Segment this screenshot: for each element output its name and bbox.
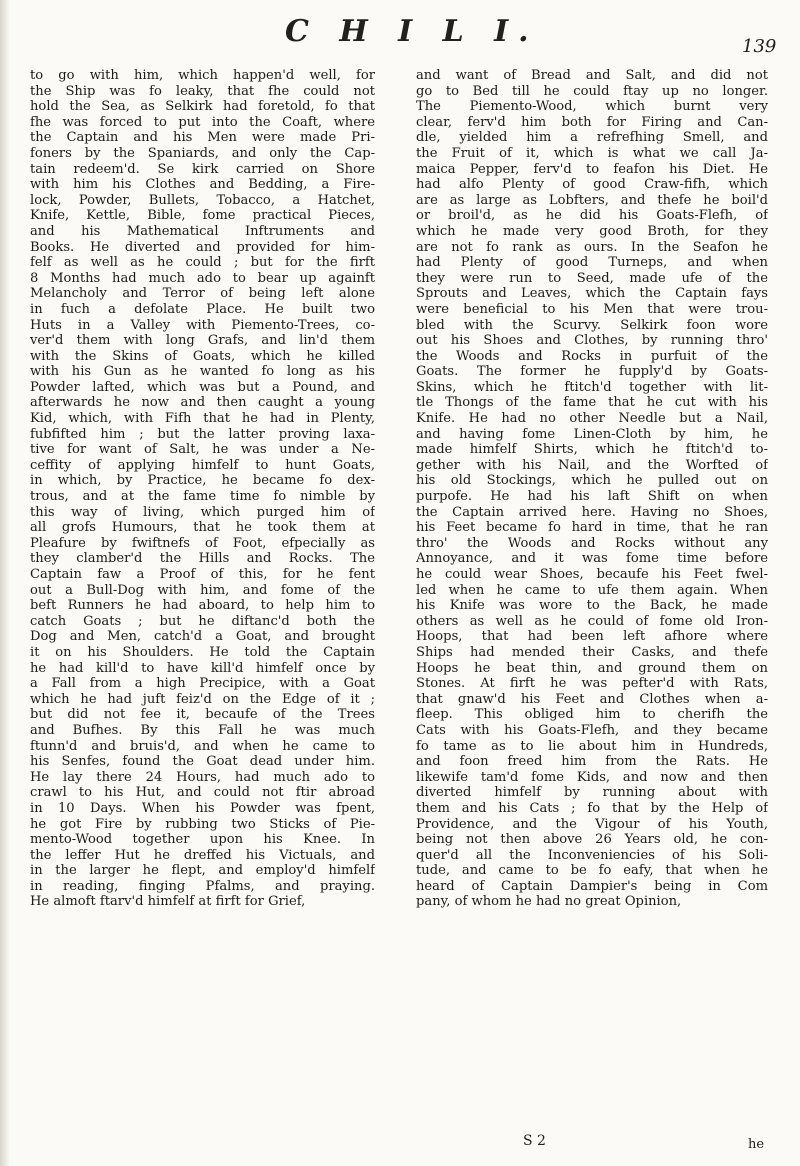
page-header — [0, 14, 800, 64]
text-line: that gnaw'd his Feet and Clothes when a- — [416, 691, 768, 707]
text-line: with him his Clothes and Bedding, a Fire- — [30, 177, 375, 193]
text-line: the leffer Hut he dreffed his Victuals, and — [30, 847, 375, 863]
text-line: which he had juft feiz'd on the Edge of it ; — [30, 691, 375, 707]
text-line: but did not fee it, becaufe of the Trees — [30, 707, 375, 723]
text-line: tude, and came to be fo eafy, that when he — [416, 863, 768, 879]
text-line: others as well as he could of fome old Iron- — [416, 613, 768, 629]
left-text-column — [30, 68, 375, 910]
text-line: the Captain arrived here. Having no Shoes, — [416, 504, 768, 520]
text-line: thro' the Woods and Rocks without any — [416, 535, 768, 551]
text-line: which he made very good Broth, for they — [416, 223, 768, 239]
text-line: Knife, Kettle, Bible, fome practical Pieces, — [30, 208, 375, 224]
text-line: hold the Sea, as Selkirk had foretold, fo that — [30, 99, 375, 115]
text-line: Knife. He had no other Needle but a Nail, — [416, 411, 768, 427]
text-line: led when he came to ufe them again. When — [416, 582, 768, 598]
text-line: tain redeem'd. Se kirk carried on Shore — [30, 161, 375, 177]
text-line: the Fruit of it, which is what we call Ja- — [416, 145, 768, 161]
text-line: had Plenty of good Turneps, and when — [416, 255, 768, 271]
text-line: afterwards he now and then caught a young — [30, 395, 375, 411]
text-line: pany, of whom he had no great Opinion, — [416, 894, 682, 910]
text-line: Pleafure by fwiftnefs of Foot, efpecially as — [30, 535, 375, 551]
text-line: maica Pepper, ferv'd to feafon his Diet. He — [416, 161, 768, 177]
text-line: crawl to his Hut, and could not ftir abroad — [30, 785, 375, 801]
text-line: in reading, finging Pfalms, and praying. — [30, 878, 375, 894]
text-line: the Captain and his Men were made Pri- — [30, 130, 375, 146]
text-line: Melancholy and Terror of being left alone — [30, 286, 375, 302]
text-line: fo tame as to lie about him in Hundreds, — [416, 738, 768, 754]
text-line: Ships had mended their Casks, and thefe — [416, 644, 768, 660]
text-line: this way of living, which purged him of — [30, 504, 375, 520]
text-line: likewife tam'd fome Kids, and now and then — [416, 769, 768, 785]
text-line: out his Shoes and Clothes, by running thro' — [416, 333, 768, 349]
text-line: Sprouts and Leaves, which the Captain fays — [416, 286, 768, 302]
text-line: bled with the Scurvy. Selkirk foon wore — [416, 317, 768, 333]
text-line: Annoyance, and it was fome time before — [416, 551, 768, 567]
text-line: quer'd all the Inconveniencies of his Soli- — [416, 847, 768, 863]
text-line: in the larger he flept, and employ'd himfelf — [30, 863, 375, 879]
text-line: fleep. This obliged him to cherifh the — [416, 707, 768, 723]
text-line: Hoops, that had been left afhore where — [416, 629, 768, 645]
text-line: they clamber'd the Hills and Rocks. The — [30, 551, 375, 567]
text-line: go to Bed till he could ftay up no longer. — [416, 83, 768, 99]
text-line: he had kill'd to have kill'd himfelf once by — [30, 660, 375, 676]
page-number: 139 — [742, 36, 777, 57]
catchword: he — [748, 1137, 765, 1152]
text-line: clear, ferv'd him both for Firing and Can- — [416, 114, 768, 130]
text-line: catch Goats ; but he diftanc'd both the — [30, 613, 375, 629]
text-line: and foon freed him from the Rats. He — [416, 754, 768, 770]
text-line: with the Skins of Goats, which he killed — [30, 348, 375, 364]
text-line: his old Stockings, which he pulled out on — [416, 473, 768, 489]
text-line: in fuch a defolate Place. He built two — [30, 301, 375, 317]
text-line: foners by the Spaniards, and only the Cap- — [30, 145, 375, 161]
text-line: they were run to Seed, made ufe of the — [416, 270, 768, 286]
text-line: Powder lafted, which was but a Pound, and — [30, 379, 375, 395]
binding-shadow — [0, 0, 10, 1166]
text-line: Huts in a Valley with Piemento-Trees, co- — [30, 317, 375, 333]
text-line: The Piemento-Wood, which burnt very — [416, 99, 768, 115]
text-line: are not fo rank as ours. In the Seafon he — [416, 239, 768, 255]
text-line: fubfifted him ; but the latter proving laxa- — [30, 426, 375, 442]
right-text-column — [416, 68, 768, 910]
text-line: his Feet became fo hard in time, that he ran — [416, 520, 768, 536]
text-line: tle Thongs of the fame that he cut with his — [416, 395, 768, 411]
text-line: 8 Months had much ado to bear up againft — [30, 270, 375, 286]
text-line: and his Mathematical Inftruments and — [30, 223, 375, 239]
text-line: made himfelf Shirts, which he ftitch'd to- — [416, 442, 768, 458]
text-line: out a Bull-Dog with him, and fome of the — [30, 582, 375, 598]
text-line: are as large as Lobfters, and thefe he boil'd — [416, 192, 768, 208]
text-line: all grofs Humours, that he took them at — [30, 520, 375, 536]
text-line: the Woods and Rocks in purfuit of the — [416, 348, 768, 364]
text-line: and want of Bread and Salt, and did not — [416, 68, 768, 83]
text-line: in which, by Practice, he became fo dex- — [30, 473, 375, 489]
text-line: gether with his Nail, and the Worfted of — [416, 457, 768, 473]
text-line: Skins, which he ftitch'd together with lit- — [416, 379, 768, 395]
text-line: mento-Wood together upon his Knee. In — [30, 832, 375, 848]
text-line: in 10 Days. When his Powder was fpent, — [30, 800, 375, 816]
text-line: felf as well as he could ; but for the firft — [30, 255, 375, 271]
text-line: Goats. The former he fupply'd by Goats- — [416, 364, 768, 380]
text-line: He lay there 24 Hours, had much ado to — [30, 769, 375, 785]
text-line: trous, and at the fame time fo nimble by — [30, 489, 375, 505]
signature-mark: S 2 — [523, 1133, 546, 1149]
text-line: dle, yielded him a refrefhing Smell, and — [416, 130, 768, 146]
text-line: to go with him, which happen'd well, for — [30, 68, 375, 83]
text-line: tive for want of Salt, he was under a Ne- — [30, 442, 375, 458]
running-head: C H I L I. — [285, 14, 539, 49]
text-line: ver'd them with long Grafs, and lin'd them — [30, 333, 375, 349]
text-line: his Knife was wore to the Back, he made — [416, 598, 768, 614]
text-line: his Senfes, found the Goat dead under him. — [30, 754, 375, 770]
text-line: Kid, which, with Fifh that he had in Plenty, — [30, 411, 375, 427]
text-line: purpofe. He had his laft Shift on when — [416, 489, 768, 505]
text-line: Dog and Men, catch'd a Goat, and brought — [30, 629, 375, 645]
text-line: or broil'd, as he did his Goats-Flefh, of — [416, 208, 768, 224]
text-line: lock, Powder, Bullets, Tobacco, a Hatchet, — [30, 192, 375, 208]
text-line: and Bufhes. By this Fall he was much — [30, 722, 375, 738]
text-line: heard of Captain Dampier's being in Com — [416, 878, 768, 894]
text-line: Books. He diverted and provided for him- — [30, 239, 375, 255]
text-line: it on his Shoulders. He told the Captain — [30, 644, 375, 660]
text-line: Providence, and the Vigour of his Youth, — [416, 816, 768, 832]
text-line: ceffity of applying himfelf to hunt Goats, — [30, 457, 375, 473]
text-line: with his Gun as he wanted fo long as his — [30, 364, 375, 380]
text-line: He almoft ftarv'd himfelf at firft for Grief, — [30, 894, 306, 910]
text-line: Captain faw a Proof of this, for he fent — [30, 567, 375, 582]
text-line: fhe was forced to put into the Coaft, where — [30, 114, 375, 130]
text-line: them and his Cats ; fo that by the Help of — [416, 800, 768, 816]
text-line: the Ship was fo leaky, that fhe could not — [30, 83, 375, 99]
text-line: beft Runners he had aboard, to help him to — [30, 598, 375, 614]
text-line: diverted himfelf by running about with — [416, 785, 768, 801]
text-line: he got Fire by rubbing two Sticks of Pie- — [30, 816, 375, 832]
text-line: were beneficial to his Men that were trou- — [416, 301, 768, 317]
text-line: Stones. At firft he was pefter'd with Rats, — [416, 676, 768, 692]
text-line: he could wear Shoes, becaufe his Feet fwel- — [416, 567, 768, 582]
text-line: had alfo Plenty of good Craw-fifh, which — [416, 177, 768, 193]
text-line: being not then above 26 Years old, he con- — [416, 832, 768, 848]
text-line: ftunn'd and bruis'd, and when he came to — [30, 738, 375, 754]
text-line: Hoops he beat thin, and ground them on — [416, 660, 768, 676]
text-line: and having fome Linen-Cloth by him, he — [416, 426, 768, 442]
text-line: Cats with his Goats-Flefh, and they became — [416, 722, 768, 738]
text-line: a Fall from a high Precipice, with a Goat — [30, 676, 375, 692]
